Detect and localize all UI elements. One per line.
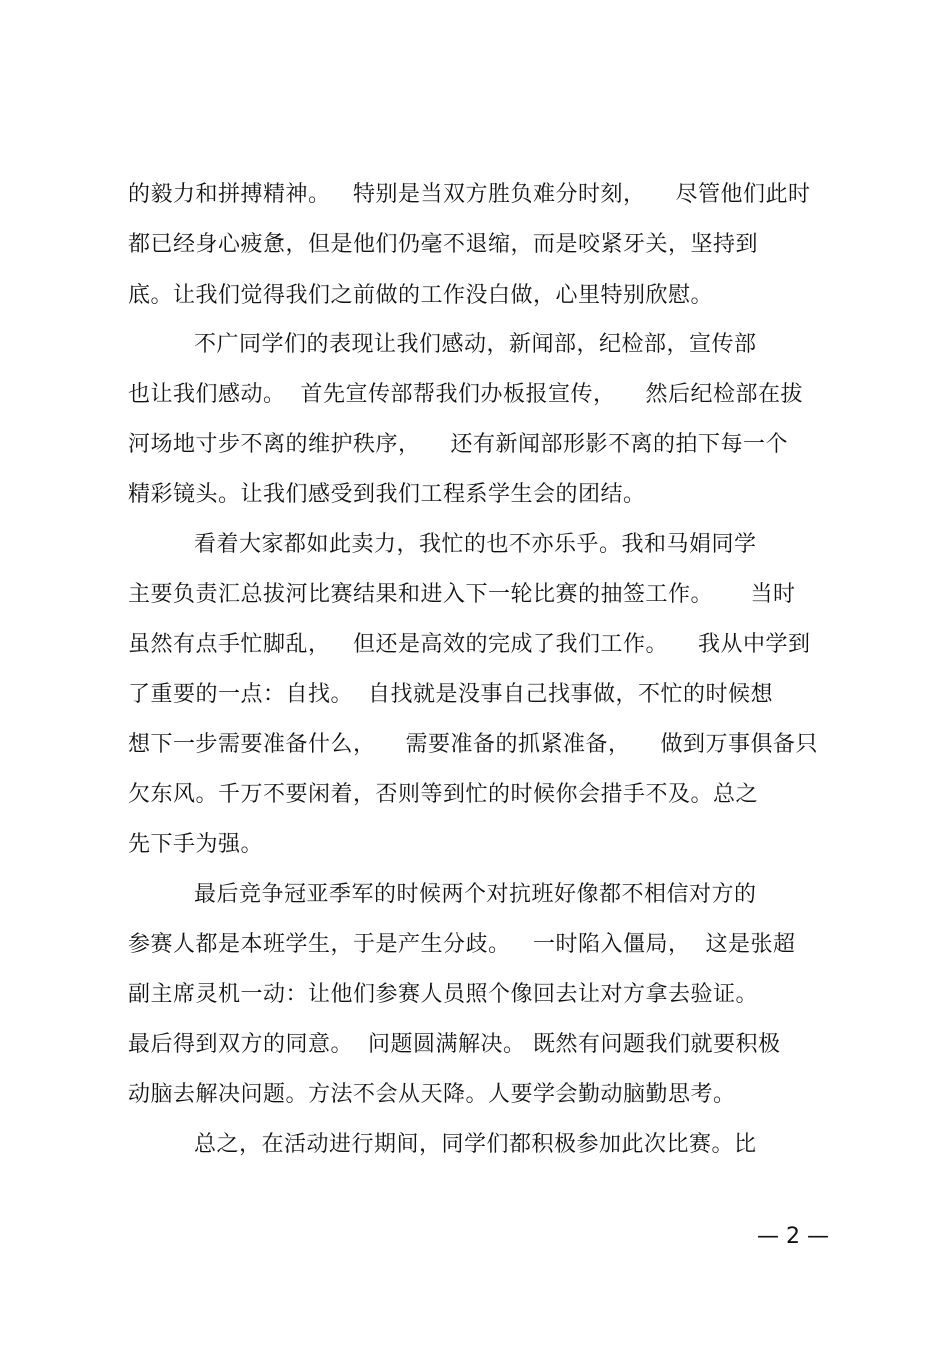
text-line: 虽然有点手忙脚乱， 但还是高效的完成了我们工作。 我从中学到 — [128, 632, 811, 657]
text-line: 动脑去解决问题。方法不会从天降。人要学会勤动脑勤思考。 — [128, 1082, 736, 1107]
text-line: 都已经身心疲惫，但是他们仍毫不退缩，而是咬紧牙关，坚持到 — [128, 232, 759, 257]
text-line: 精彩镜头。让我们感受到我们工程系学生会的团结。 — [128, 482, 646, 507]
text-line: 先下手为强。 — [128, 832, 264, 857]
text-line: 最后得到双方的同意。 问题圆满解决。 既然有问题我们就要积极 — [128, 1032, 781, 1057]
text-line: 的毅力和拼搏精神。 特别是当双方胜负难分时刻， 尽管他们此时 — [128, 182, 811, 207]
page-number: — 2 — — [757, 1224, 829, 1249]
text-line: 欠东风。千万不要闲着，否则等到忙的时候你会措手不及。总之 — [128, 782, 759, 807]
text-line: 副主席灵机一动：让他们参赛人员照个像回去让对方拿去验证。 — [128, 982, 759, 1007]
paragraph-start-line: 最后竞争冠亚季军的时候两个对抗班好像都不相信对方的 — [194, 882, 757, 907]
text-line: 也让我们感动。 首先宣传部帮我们办板报宣传， 然后纪检部在拔 — [128, 382, 803, 407]
text-line: 主要负责汇总拔河比赛结果和进入下一轮比赛的抽签工作。 当时 — [128, 582, 796, 607]
paragraph-start-line: 看着大家都如此卖力，我忙的也不亦乐乎。我和马娟同学 — [194, 532, 757, 557]
paragraph-start-line: 总之，在活动进行期间，同学们都积极参加此次比赛。比 — [194, 1132, 757, 1157]
text-line: 想下一步需要准备什么， 需要准备的抓紧准备， 做到万事俱备只 — [128, 732, 818, 757]
text-line: 了重要的一点：自找。 自找就是没事自己找事做，不忙的时候想 — [128, 682, 773, 707]
text-line: 底。让我们觉得我们之前做的工作没白做，心里特别欣慰。 — [128, 283, 714, 308]
text-line: 参赛人都是本班学生，于是产生分歧。 一时陷入僵局， 这是张超 — [128, 932, 796, 957]
text-line: 河场地寸步不离的维护秩序， 还有新闻部形影不离的拍下每一个 — [128, 432, 788, 457]
paragraph-start-line: 不广同学们的表现让我们感动，新闻部，纪检部，宣传部 — [194, 332, 757, 357]
